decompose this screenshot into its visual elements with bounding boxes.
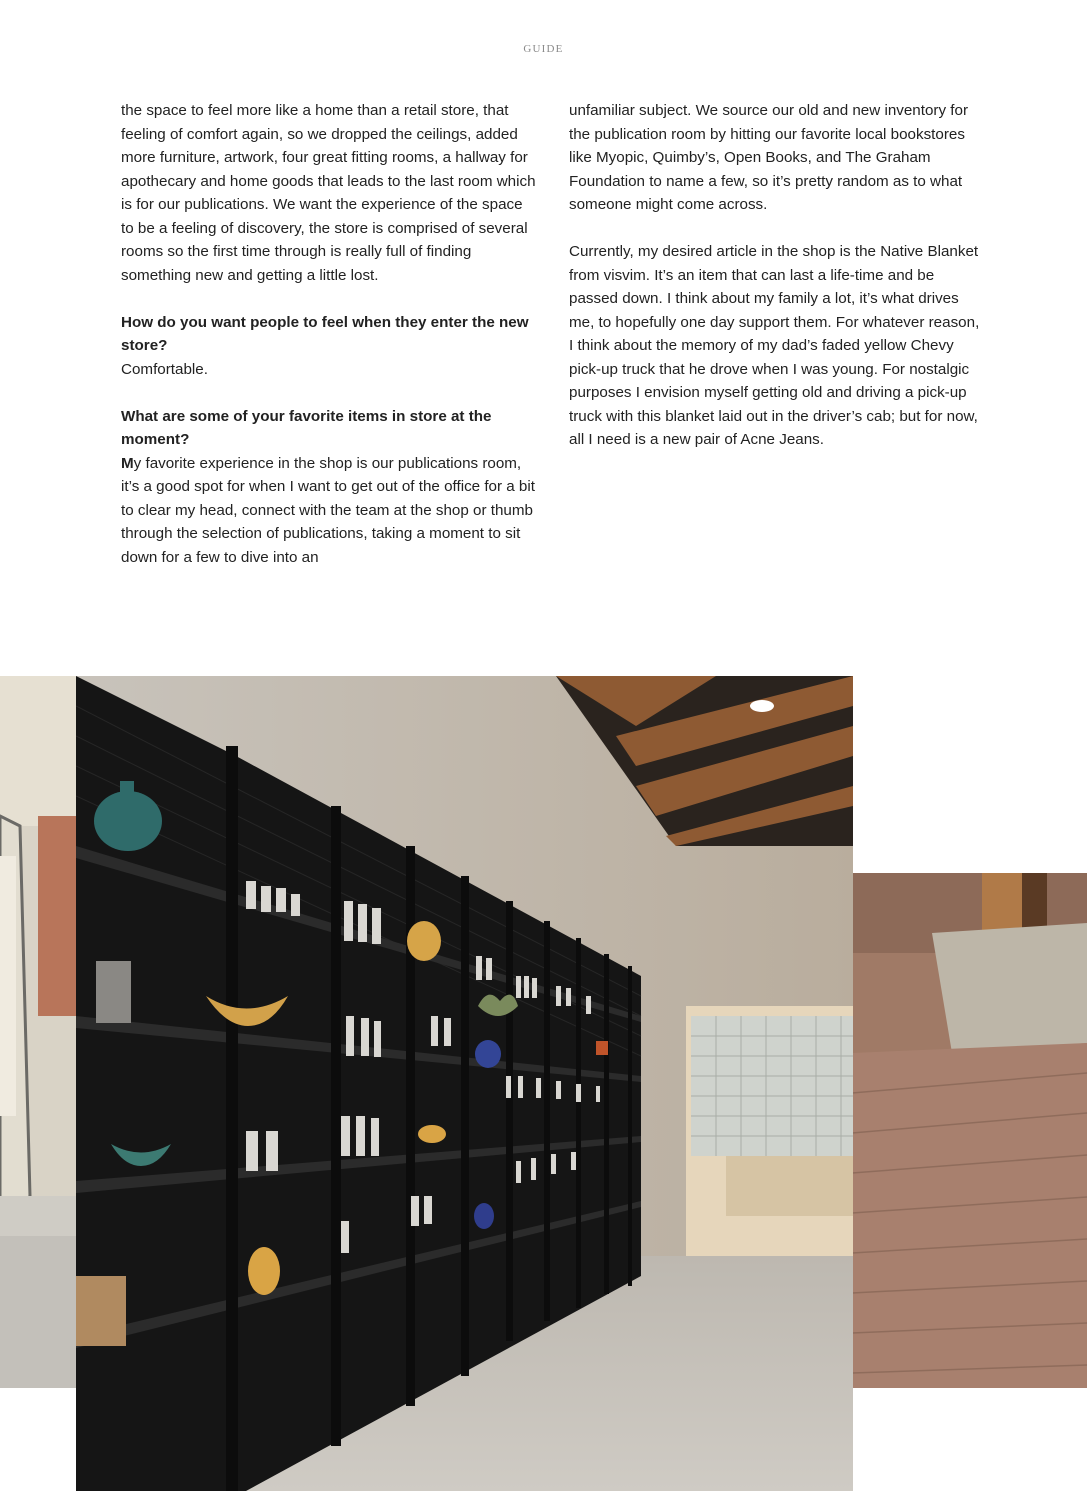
qa-block — [121, 405, 536, 570]
answer — [121, 455, 535, 566]
answer: Comfortable. — [121, 360, 208, 378]
article-column-left — [121, 99, 536, 593]
paragraph: unfamiliar subject. We source our old and new inventory for the publication room by hitting our favorite local bookstores like Myopic, Quimby’s, Open Books, and The Graham Foundation to name a few, so it’s pretty random as to what someone might come across. — [569, 102, 969, 213]
section-header: GUIDE — [523, 43, 564, 55]
brick-floor-photo — [852, 873, 1087, 1388]
answer-text: y favorite experience in the shop is our publications room, it’s a good spot for when I want to get out of the office for a bit to clear my head, connect with the team at the shop or thumb through the selection of publications, taking a moment to sit down for a few to dive into an — [121, 454, 535, 566]
store-mirror-photo — [0, 676, 80, 1388]
question: How do you want people to feel when they enter the new store? — [121, 313, 529, 354]
question: What are some of your favorite items in store at the moment? — [121, 407, 492, 448]
store-interior-shelving-photo — [76, 676, 853, 1491]
paragraph: the space to feel more like a home than a retail store, that feeling of comfort again, so we dropped the ceilings, added more furniture, artwork, four great fitting rooms, a hallway for apothecary and home goods that leads to the last room which is for our publications. We want the experience of the space to be a feeling of discovery, the store is comprised of several rooms so the first time through is really full of finding something new and getting a little lost. — [121, 102, 536, 284]
drop-initial: M — [121, 454, 134, 472]
article-column-right — [569, 99, 981, 475]
paragraph: Currently, my desired article in the shop is the Native Blanket from visvim. It’s an item that can last a life-time and be passed down. I think about my family a lot, it’s what drives me, to hopefully one day support them. For whatever reason, I think about the memory of my dad’s faded yellow Chevy pick-up truck that he drove when I was young. For nostalgic purposes I envision myself getting old and driving a pick-up truck with this blanket laid out in the driver’s cab; but for now, all I need is a new pair of Acne Jeans. — [569, 243, 980, 448]
qa-block — [121, 311, 536, 382]
